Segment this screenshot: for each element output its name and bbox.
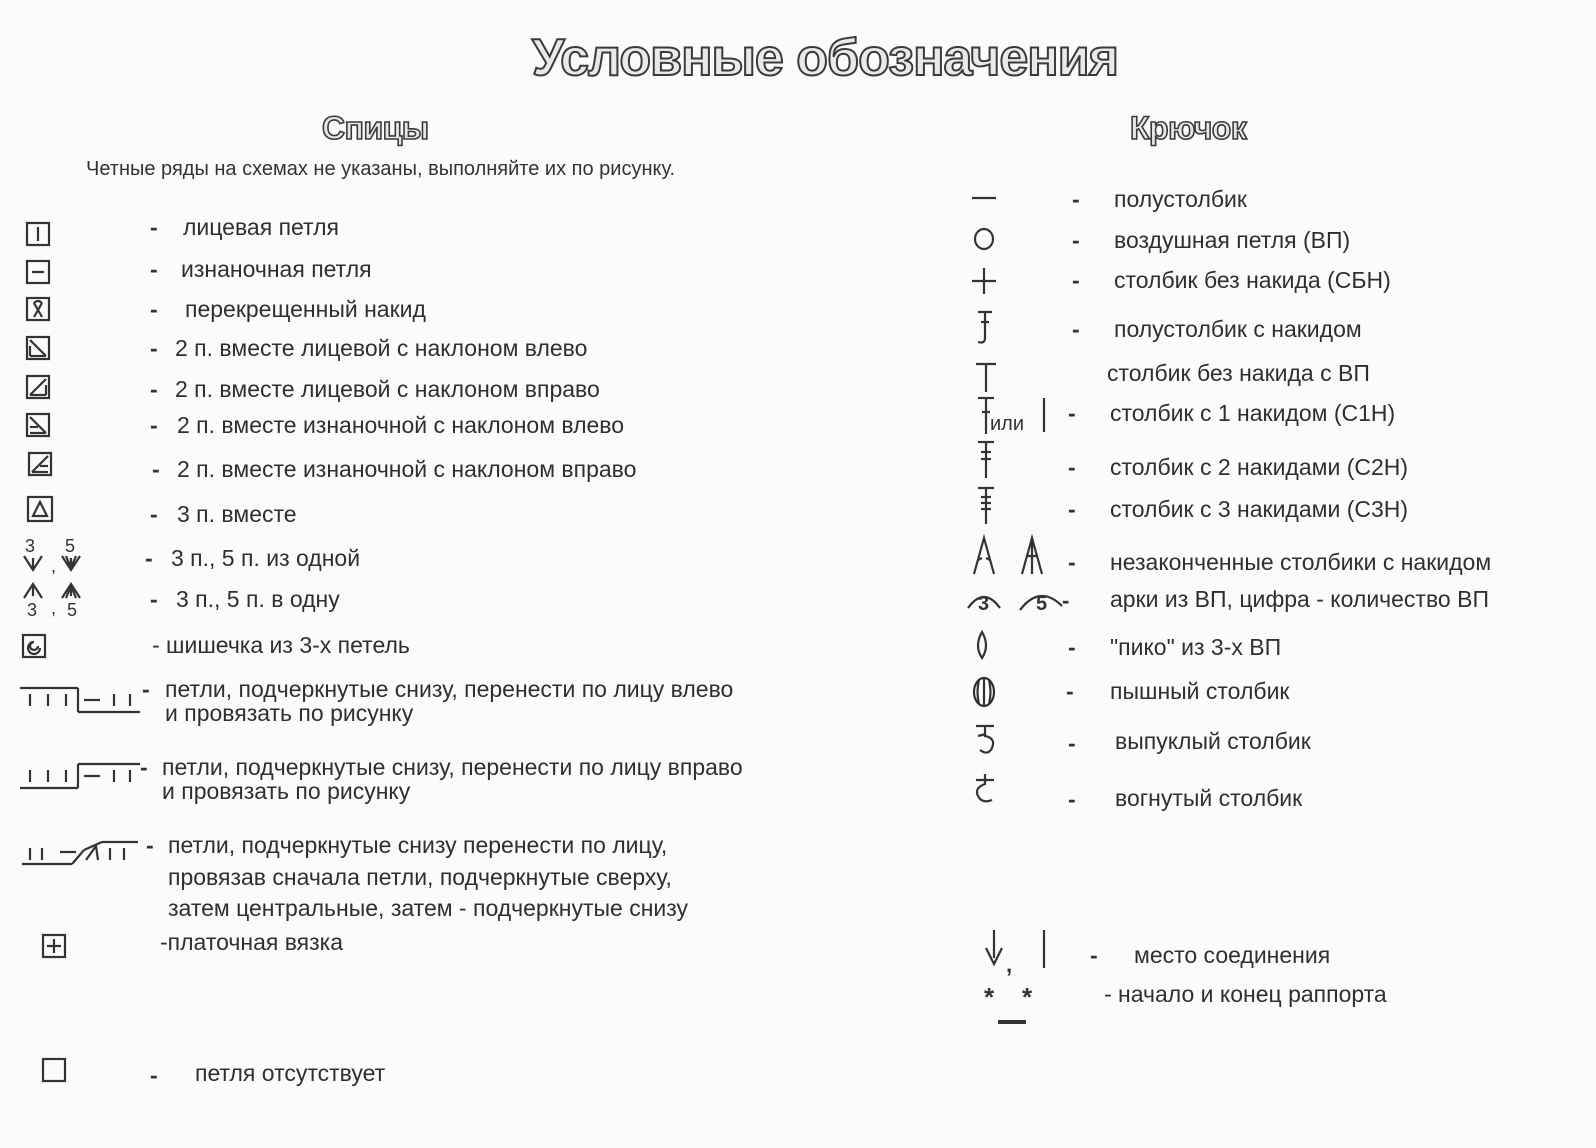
knit-stitch-icon [26,222,52,248]
legend-text: 2 п. вместе лицевой с наклоном вправо [175,376,600,402]
legend-dash: - [1068,496,1076,522]
no-stitch-icon [42,1058,70,1086]
symbol-comma: , [51,556,57,576]
arch-number: 3 [978,593,990,615]
legend-dash: - [145,545,153,571]
legend-dash: - [150,214,158,240]
picot-icon [972,628,996,662]
legend-text: место соединения [1134,942,1331,968]
legend-dash: - [1068,786,1076,812]
legend-text: 2 п. вместе изнаночной с наклоном влево [177,412,625,438]
legend-text: перекрещенный накид [185,296,426,322]
repeat-mark: * [984,982,995,1012]
symbol-number: 5 [65,536,76,556]
puff-stitch-icon [970,674,1000,710]
chain-arch-icon [966,584,1086,618]
legend-dash: - [150,1062,158,1088]
legend-dash: - [150,501,158,527]
back-post-icon [972,772,1002,808]
single-crochet-with-chain-icon [972,360,1002,394]
arch-number: 5 [1036,593,1048,615]
legend-text: петля отсутствует [195,1060,386,1086]
legend-dash: - [1068,634,1076,660]
legend-text: лицевая петля [183,214,339,240]
increase-from-one-icon [20,536,90,576]
legend-text: вогнутый столбик [1115,785,1303,811]
legend-dash: - [152,456,160,482]
k2tog-right-icon [26,375,52,401]
legend-text: изнаночная петля [181,256,372,282]
legend-text: выпуклый столбик [1115,728,1311,754]
legend-dash: - [140,754,148,780]
legend-text: незаконченные столбики с накидом [1110,549,1492,575]
cable-right-icon [20,760,142,792]
legend-text-line2: и провязать по рисунку [165,700,414,726]
crochet-heading: Крючок [1130,110,1247,146]
legend-dash: - [1068,549,1076,575]
legend-text: 3 п. вместе [177,501,297,527]
legend-dash: - [1072,267,1080,293]
legend-dash: - [1072,227,1080,253]
legend-dash: - [1068,454,1076,480]
legend-dash: - [1072,186,1080,212]
legend-dash: - [1068,730,1076,756]
p2tog-left-icon [26,413,52,439]
symbol-number: 3 [27,600,38,620]
legend-text-line2: провязав сначала петли, подчеркнутые сверху, [168,864,672,890]
legend-text: - начало и конец раппорта [1104,981,1387,1007]
legend-dash: - [1068,400,1076,426]
legend-text: столбик с 2 накидами (С2Н) [1110,454,1409,480]
crossed-yarn-over-icon [26,297,52,323]
front-post-icon [972,722,1002,758]
cable-left-icon [20,684,142,716]
knitting-note: Четные ряды на схемах не указаны, выполняйте их по рисунку. [86,158,676,180]
single-crochet-icon [970,266,1000,296]
repeat-mark: * [1022,982,1033,1012]
legend-dash: - [1072,316,1080,342]
legend-dash: - [150,412,158,438]
legend-text: воздушная петля (ВП) [1114,227,1351,253]
legend-text: полустолбик [1114,186,1247,212]
symbol-number: 5 [67,600,78,620]
half-double-crochet-icon [972,308,1002,348]
arch-dash: - [1062,588,1070,613]
join-comma: , [1006,952,1013,977]
symbol-number: 3 [25,536,36,556]
legend-dash: - [150,335,158,361]
legend-dash: - [150,586,158,612]
legend-dash: - [150,376,158,402]
legend-dash: - [150,256,158,282]
treble-crochet-icon [972,438,1002,480]
legend-text: петли, подчеркнутые снизу, перенести по лицу вправо [162,754,743,780]
garter-stitch-icon [42,934,70,962]
legend-text: 2 п. вместе лицевой с наклоном влево [175,335,588,361]
legend-text: "пико" из 3-х ВП [1110,634,1282,660]
or-label: или [990,413,1025,435]
chain-stitch-icon [970,226,1000,256]
three-together-icon [27,496,55,524]
cross-cable-icon [22,838,140,868]
legend-text: полустолбик с накидом [1114,316,1362,342]
bobble-icon [22,634,50,662]
legend-text: столбик без накида с ВП [1107,360,1370,386]
legend-dash: - [146,832,154,858]
repeat-marker-icon [982,978,1052,1028]
k2tog-left-icon [26,336,52,362]
legend-dash: - [142,676,150,702]
legend-dash: - [150,296,158,322]
legend-text: петли, подчеркнутые снизу перенести по лицу, [168,832,668,858]
legend-text: - шишечка из 3-х петель [152,632,410,658]
legend-text: столбик с 1 накидом (С1Н) [1110,400,1396,426]
legend-text: 3 п., 5 п. из одной [171,545,361,571]
p2tog-right-icon [28,452,54,478]
legend-text: столбик с 3 накидами (С3Н) [1110,496,1409,522]
legend-text-line2: и провязать по рисунку [162,778,411,804]
legend-text: петли, подчеркнутые снизу, перенести по лицу влево [165,676,734,702]
legend-text-line3: затем центральные, затем - подчеркнутые снизу [168,895,689,921]
legend-text: 3 п., 5 п. в одну [176,586,340,612]
page-title: Условные обозначения [532,29,1118,87]
purl-stitch-icon [26,260,52,286]
double-treble-crochet-icon [972,484,1002,526]
legend-text: 2 п. вместе изнаночной с наклоном вправо [177,456,637,482]
unfinished-double-crochet-icon [970,534,1050,578]
decrease-into-one-icon [20,580,90,620]
symbol-comma: , [51,598,57,618]
double-crochet-icon [972,394,1052,436]
legend-dash: - [1090,942,1098,968]
legend-text: арки из ВП, цифра - количество ВП [1110,586,1489,612]
slip-stitch-icon [970,188,1000,208]
join-point-icon [980,928,1050,977]
legend-text: -платочная вязка [160,929,344,955]
legend-text: столбик без накида (СБН) [1114,267,1391,293]
legend-text: пышный столбик [1110,678,1290,704]
legend-dash: - [1066,678,1074,704]
knitting-heading: Спицы [322,110,429,146]
